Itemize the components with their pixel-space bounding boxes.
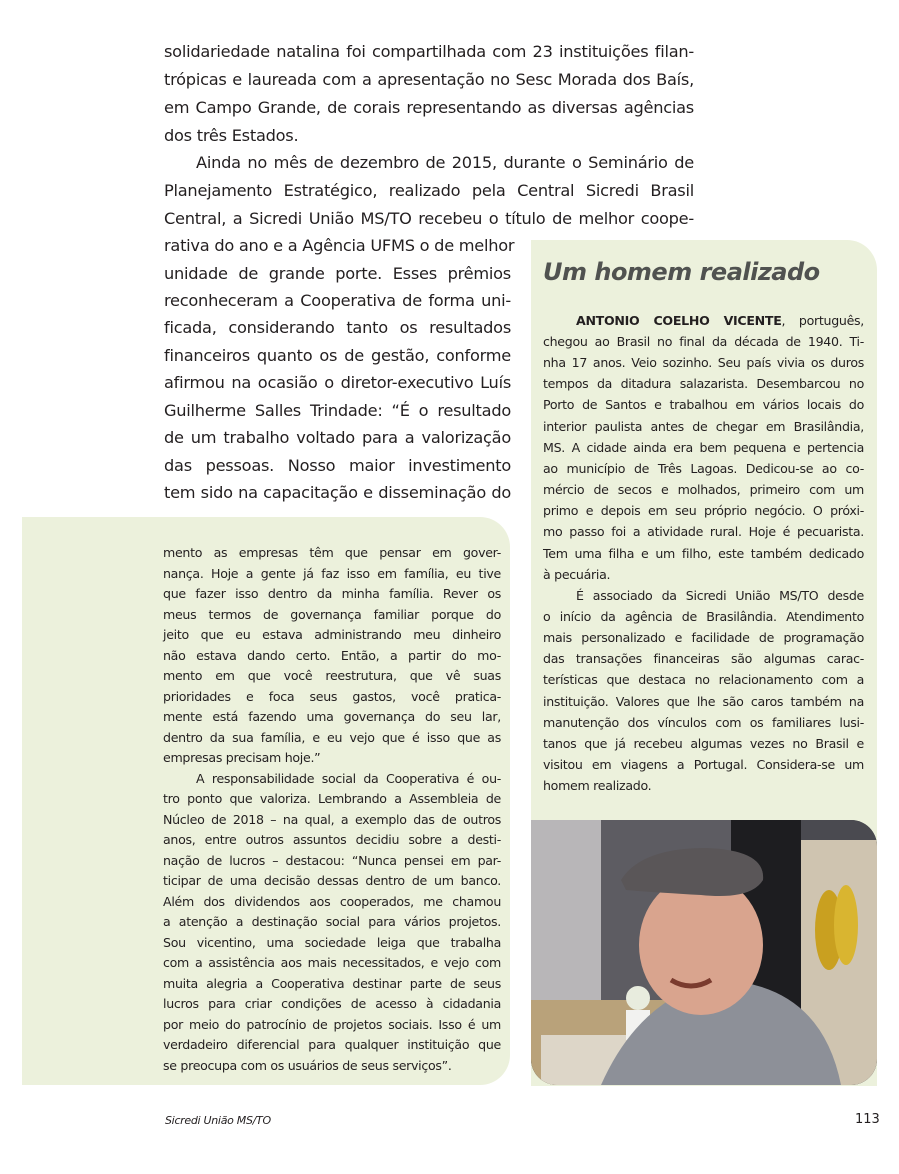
sidebar-line: nha 17 anos. Veio sozinho. Seu país vivia os duros	[543, 355, 864, 371]
footer-publication: Sicredi União MS/TO	[165, 1114, 271, 1127]
article-line: rativa do ano e a Agência UFMS o de melhor	[164, 236, 515, 255]
sidebar-line: mércio de secos e molhados, primeiro com um	[543, 482, 864, 498]
quote-line: dentro da sua família, e eu vejo que é isso que as	[163, 729, 501, 745]
quote-line: meus termos de governança familiar porque do	[163, 606, 501, 622]
quote-line: empresas precisam hoje.”	[163, 750, 321, 765]
quote-line: lucros para criar condições de acesso à cidadania	[163, 996, 501, 1011]
article-line: Ainda no mês de dezembro de 2015, durante o Seminário de	[196, 153, 694, 172]
article-line: financeiros quanto os de gestão, conforme	[164, 346, 511, 365]
article-line: Central, a Sicredi União MS/TO recebeu o título de melhor coope-	[164, 209, 694, 228]
article-line: Planejamento Estratégico, realizado pela Central Sicredi Brasil	[164, 181, 694, 200]
quote-line: nança. Hoje a gente já faz isso em família, eu tive	[163, 565, 501, 581]
portrait-illustration	[531, 820, 877, 1085]
sidebar-line: tanos que já recebeu algumas vezes no Brasil e	[543, 735, 864, 751]
sidebar-line: interior paulista antes de chegar em Brasilândia,	[543, 418, 864, 434]
article-line: Guilherme Salles Trindade: “É o resultado	[164, 401, 511, 420]
portrait-photo	[531, 820, 877, 1085]
quote-line: Núcleo de 2018 – na qual, a exemplo das de outros	[163, 811, 501, 827]
article-line: unidade de grande porte. Esses prêmios	[164, 264, 511, 283]
article-line: afirmou na ocasião o diretor-executivo Luís	[164, 373, 511, 392]
sidebar-line: primo e depois em seu próprio negócio. O próxi-	[543, 503, 864, 519]
person-name: ANTONIO COELHO VICENTE	[576, 313, 782, 328]
quote-line: mento as empresas têm que pensar em gover-	[163, 545, 501, 560]
article-line: das pessoas. Nosso maior investimento	[164, 456, 511, 475]
quote-line: prioridades e foca seus gastos, você pratica-	[163, 688, 501, 704]
sidebar-line: mais personalizado e facilidade de programação	[543, 630, 864, 646]
sidebar-title: Um homem realizado	[543, 258, 820, 286]
sidebar-line: chegou ao Brasil no final da década de 1940. Ti-	[543, 334, 864, 349]
quote-line: anos, entre outros assuntos decidiu sobre a desti-	[163, 832, 501, 847]
page-number: 113	[855, 1112, 880, 1127]
sidebar-line: Tem uma filha e um filho, este também dedicado	[543, 545, 864, 561]
quote-line: jeito que eu estava administrando meu dinheiro	[163, 627, 501, 642]
sidebar-first-line-rest: , português,	[781, 313, 864, 328]
sidebar-line: visitou em viagens a Portugal. Considera-se um	[543, 757, 864, 772]
sidebar-line: MS. A cidade ainda era bem pequena e pertencia	[543, 439, 864, 455]
sidebar-line: instituição. Valores que lhe são caros também na	[543, 693, 864, 709]
sidebar-line: ao município de Três Lagoas. Dedicou-se ao co-	[543, 460, 864, 476]
quote-line: Sou vicentino, uma sociedade leiga que trabalha	[163, 934, 501, 950]
quote-line: não estava dando certo. Então, a partir do mo-	[163, 647, 501, 663]
quote-line: ticipar de uma decisão dessas dentro de um banco.	[163, 873, 501, 888]
sidebar-line: terísticas que destaca no relacionamento com a	[543, 672, 864, 688]
article-line: solidariedade natalina foi compartilhada com 23 instituições filan-	[164, 42, 694, 61]
sidebar-line: das transações financeiras são algumas carac-	[543, 651, 864, 667]
sidebar-line: tempos da ditadura salazarista. Desembarcou no	[543, 376, 864, 392]
sidebar-line: Porto de Santos e trabalhou em vários locais do	[543, 397, 864, 413]
quote-line: muita alegria a Cooperativa destinar parte de seus	[163, 975, 501, 991]
article-line: tem sido na capacitação e disseminação do	[164, 483, 511, 502]
quote-line: por meio do patrocínio de projetos sociais. Isso é um	[163, 1016, 501, 1032]
sidebar-first-line	[576, 313, 864, 328]
article-line: de um trabalho voltado para a valorização	[164, 428, 511, 447]
quote-line: tro ponto que valoriza. Lembrando a Assembleia de	[163, 791, 501, 806]
quote-line: mento em que você reestrutura, que vê suas	[163, 668, 501, 683]
article-line: dos três Estados.	[164, 126, 299, 145]
quote-line: com a assistência aos mais necessitados, e vejo com	[163, 955, 501, 970]
sidebar-line: o início da agência de Brasilândia. Atendimento	[543, 608, 864, 624]
sidebar-line: à pecuária.	[543, 566, 611, 582]
sidebar-line: homem realizado.	[543, 778, 652, 794]
sidebar-line: manutenção dos vínculos com os familiares lusi-	[543, 714, 864, 730]
quote-line: mente está fazendo uma governança do seu lar,	[163, 709, 501, 724]
quote-line: Além dos dividendos aos cooperados, me chamou	[163, 893, 501, 909]
quote-line: verdadeiro diferencial para qualquer instituição que	[163, 1037, 501, 1052]
quote-line: se preocupa com os usuários de seus serviços”.	[163, 1057, 452, 1073]
quote-line: A responsabilidade social da Cooperativa é ou-	[196, 770, 501, 786]
quote-line: que fazer isso dentro da minha família. Rever os	[163, 586, 501, 601]
article-line: ficada, considerando tanto os resultados	[164, 318, 511, 337]
article-line: trópicas e laureada com a apresentação no Sesc Morada dos Baís,	[164, 70, 694, 89]
quote-line: nação de lucros – destacou: “Nunca pensei em par-	[163, 852, 501, 868]
article-line: reconheceram a Cooperativa de forma uni-	[164, 291, 511, 310]
article-line: em Campo Grande, de corais representando as diversas agências	[164, 98, 694, 117]
sidebar-line: É associado da Sicredi União MS/TO desde	[576, 587, 864, 603]
quote-line: a atenção a destinação social para vários projetos.	[163, 914, 501, 929]
sidebar-line: mo passo foi a atividade rural. Hoje é pecuarista.	[543, 524, 864, 540]
